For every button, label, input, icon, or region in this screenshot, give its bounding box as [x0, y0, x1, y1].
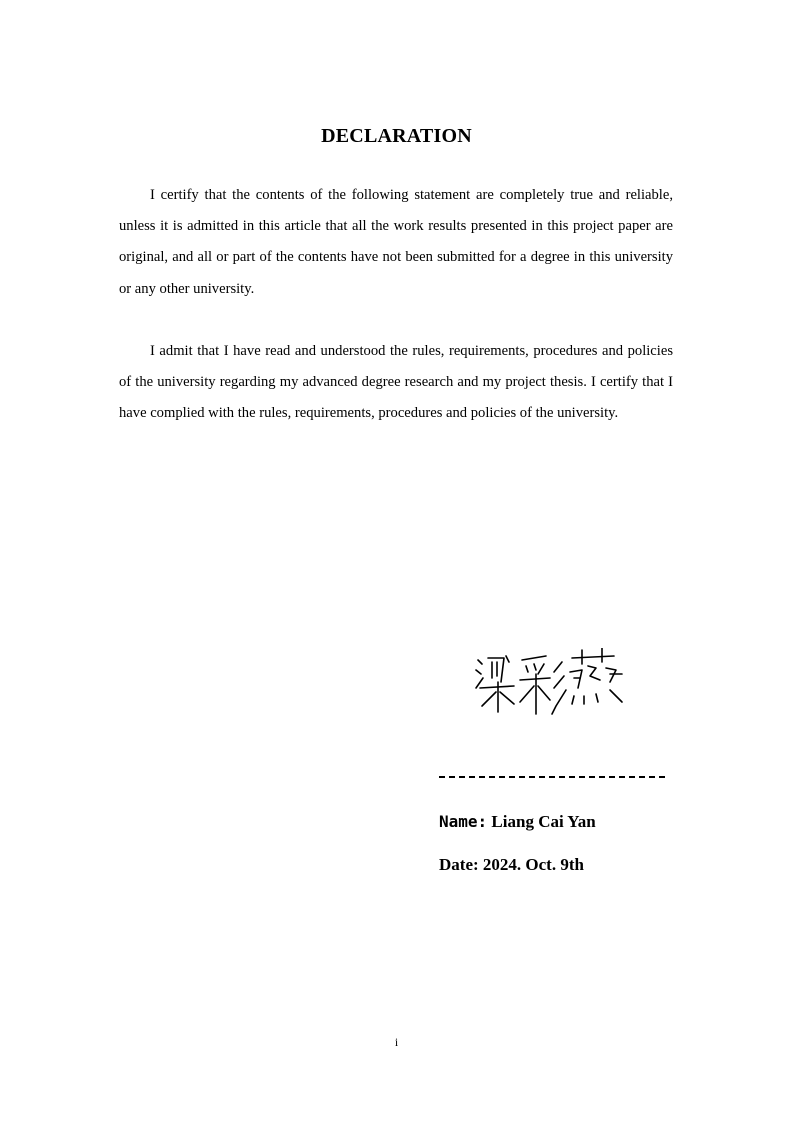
declaration-paragraph-2: I admit that I have read and understood the rules, requirements, procedures and policies of the university regarding my advanced degree research and my project thesis. I certify that I have complied with the rules, requirements, procedures and policies of the university. — [119, 343, 673, 422]
handwritten-signature — [470, 648, 640, 720]
name-line — [439, 812, 596, 832]
name-label: Name: — [439, 812, 488, 831]
date-line: Date: 2024. Oct. 9th — [439, 855, 584, 874]
page-number: i — [394, 1035, 399, 1049]
name-value: Liang Cai Yan — [491, 812, 596, 831]
declaration-paragraph-1: I certify that the contents of the following statement are completely true and reliable, unless it is admitted in this article that all the work results presented in this project paper are original, and all or part of the contents have not been submitted for a degree in this university or any other university. — [119, 187, 673, 297]
page-title: DECLARATION — [321, 125, 472, 147]
signature-line — [439, 776, 665, 778]
